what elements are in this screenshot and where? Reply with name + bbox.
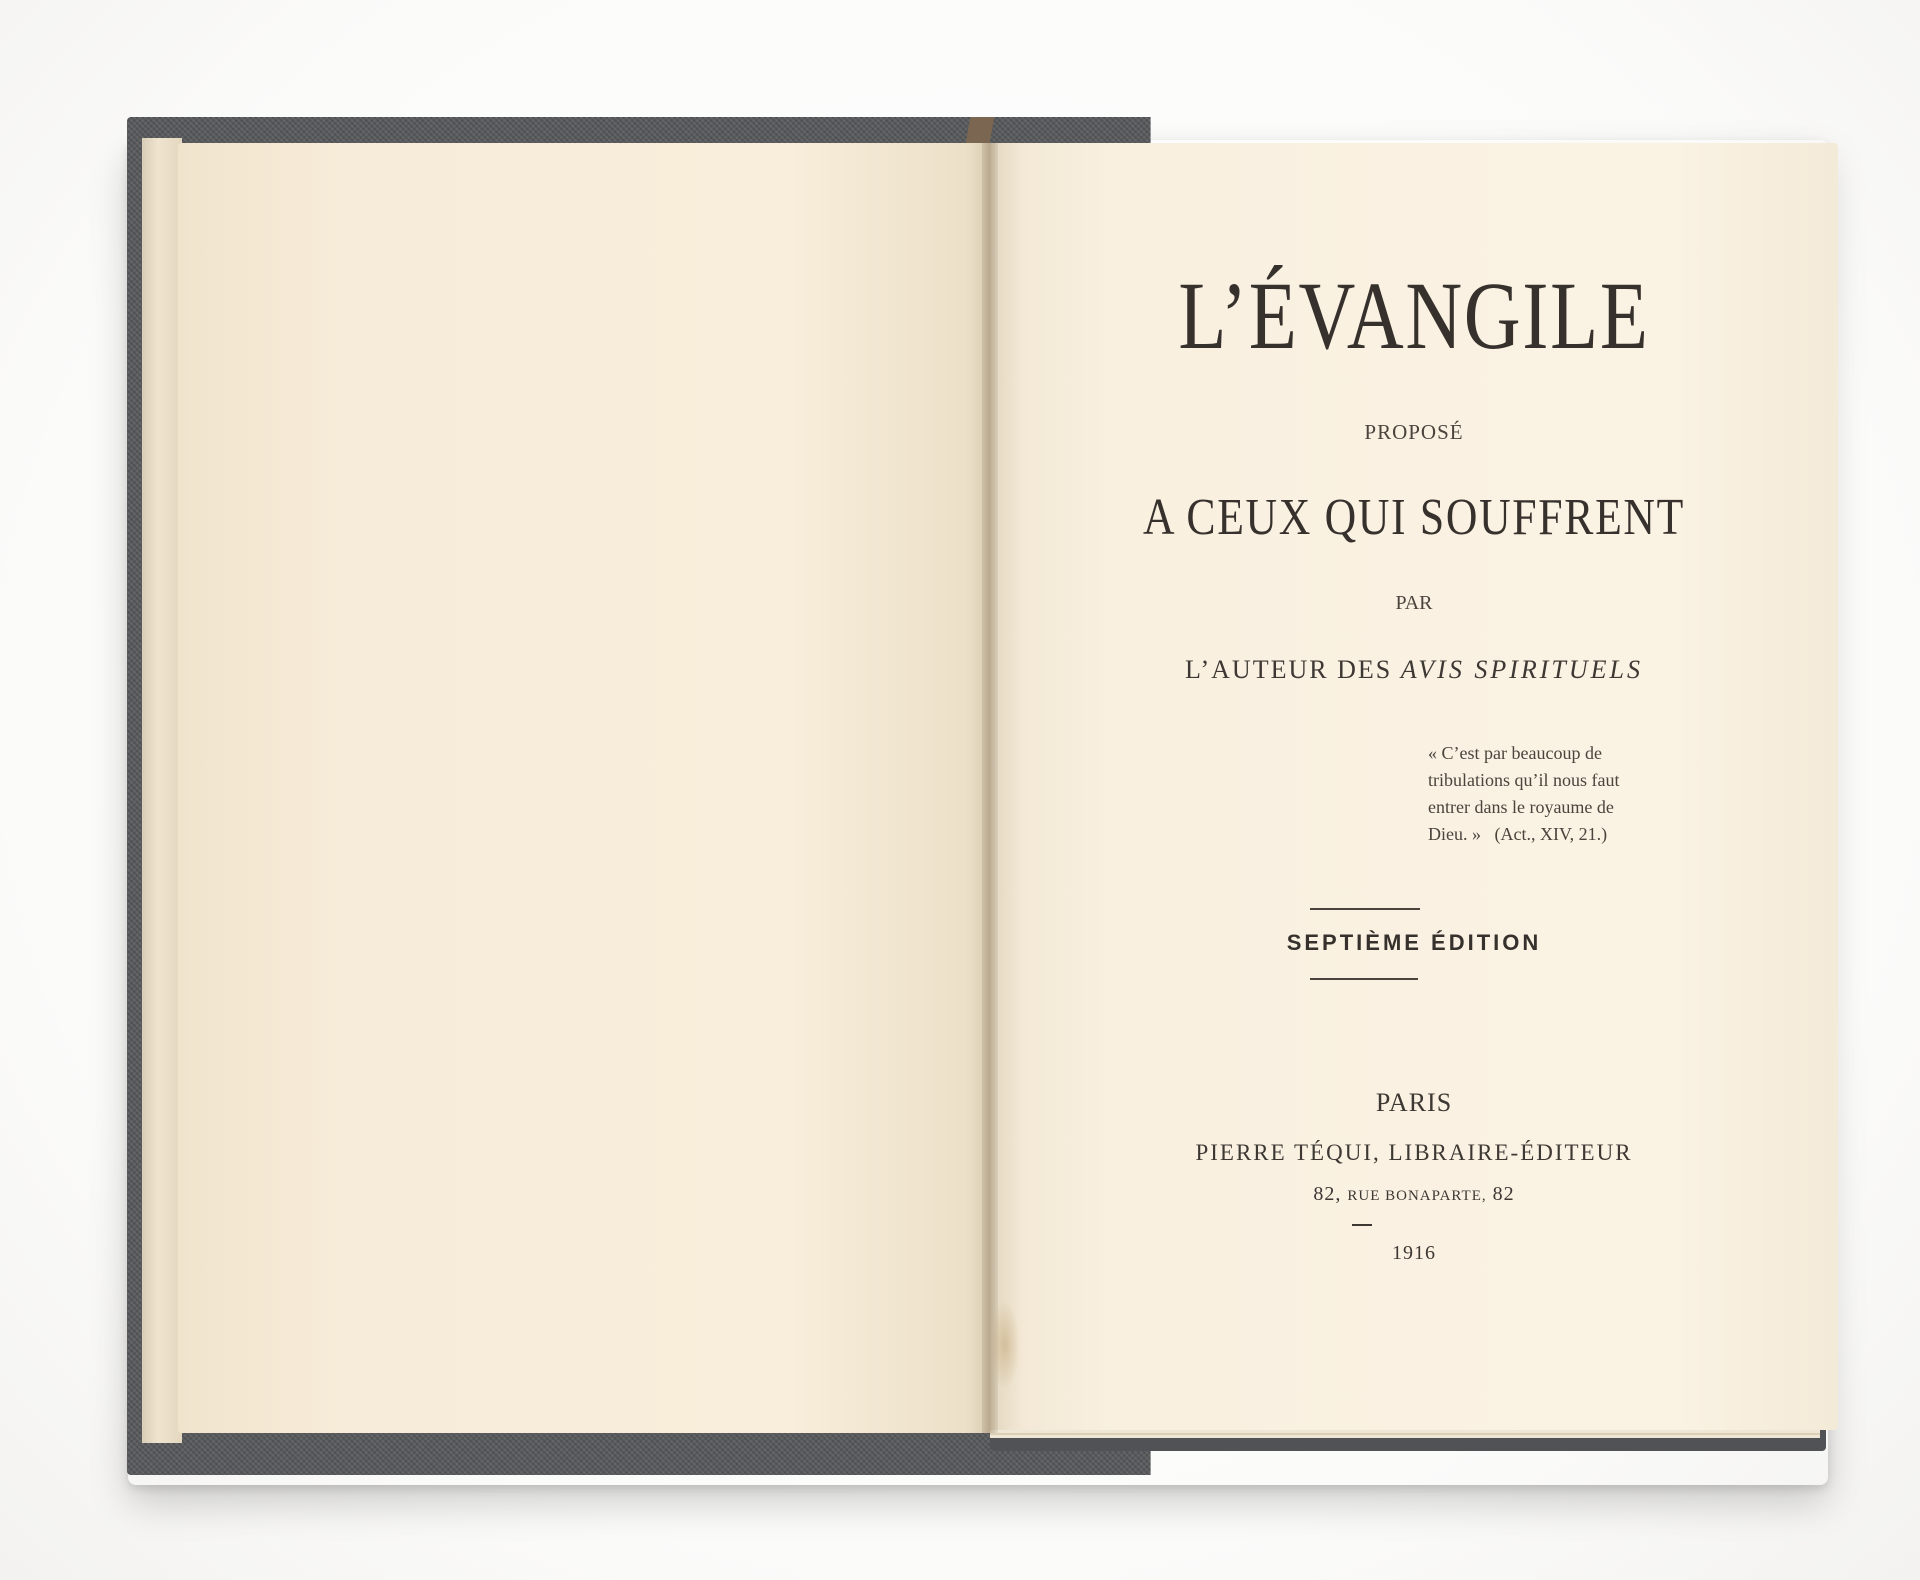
- epigraph: [1428, 740, 1678, 848]
- address-street: RUE BONAPARTE,: [1347, 1188, 1487, 1204]
- author-prefix: L’AUTEUR DES: [1184, 655, 1401, 684]
- epigraph-line-3: entrer dans le royaume de: [1428, 797, 1614, 817]
- book-subtitle: A CEUX QUI SOUFFRENT: [1142, 489, 1686, 546]
- author-line: [990, 655, 1838, 685]
- address-number-left: 82,: [1313, 1183, 1342, 1205]
- epigraph-citation: (Act., XIV, 21.): [1494, 824, 1608, 844]
- left-blank-page: [178, 143, 990, 1433]
- edition-rule-bottom: [1310, 978, 1418, 980]
- epigraph-line-1: « C’est par beaucoup de: [1428, 743, 1602, 763]
- left-page-edges: [142, 138, 182, 1443]
- book-title: L’ÉVANGILE: [1178, 262, 1650, 369]
- epigraph-line-2: tribulations qu’il nous faut: [1428, 770, 1620, 790]
- year-dash: [1352, 1224, 1372, 1226]
- paper-stain: [990, 1300, 1020, 1390]
- book-gutter: [982, 143, 998, 1433]
- publication-city: PARIS: [1375, 1088, 1453, 1117]
- edition-label: SEPTIÈME ÉDITION: [1286, 930, 1542, 955]
- edition-rule-top: [1310, 908, 1420, 910]
- author-work-title: AVIS SPIRITUELS: [1400, 655, 1643, 684]
- epigraph-line-4: [1428, 821, 1678, 848]
- address-number-right: 82: [1492, 1183, 1515, 1205]
- by-label: PAR: [1395, 592, 1433, 614]
- cover-corner: [966, 117, 995, 143]
- epigraph-end: Dieu. »: [1428, 824, 1481, 844]
- publisher-address: [990, 1183, 1838, 1206]
- publication-year: 1916: [1392, 1242, 1436, 1264]
- publisher-name: PIERRE TÉQUI, LIBRAIRE-ÉDITEUR: [1195, 1140, 1633, 1165]
- proposed-label: PROPOSÉ: [1364, 420, 1464, 444]
